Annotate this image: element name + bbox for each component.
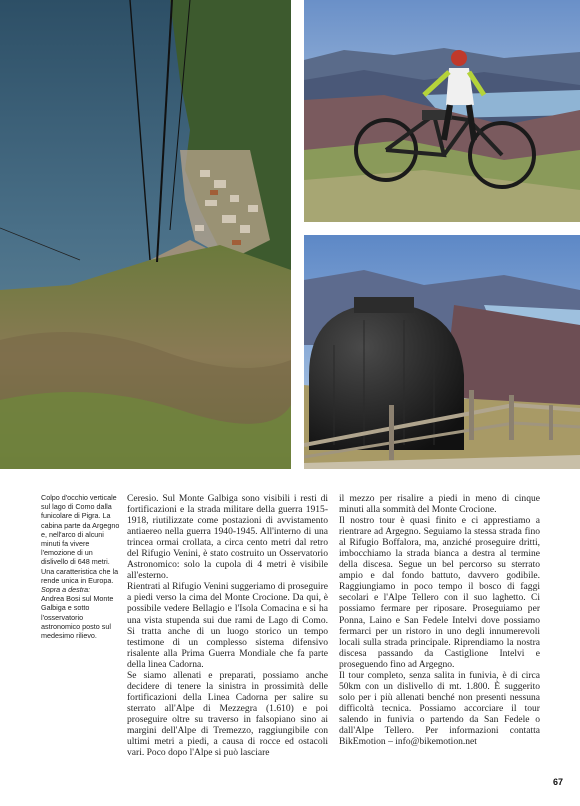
paragraph: il mezzo per risalire a piedi in meno di cinque minuti alla sommità del Monte Crocione.	[339, 493, 540, 516]
paragraph: Se siamo allenati e preparati, possiamo anche decidere di tenere la sinistra in prossimità delle fortificazioni della Linea Cadorna per salire su sterrato all'Alpe di Mezzegra (1.610) e poi proseguire oltre su traverso in falsopiano sino ai margini dell'Alpe di Tremezzo, raggiungibile con ultimi metri a piedi, a causa di rocce ed ostacoli vari. Poco dopo l'Alpe si può lasciare	[127, 669, 328, 759]
caption-main: Colpo d'occhio verticale sul lago di Como dalla funicolare di Pigra. La cabina parte da Argegno e, nell'arco di alcuni minuti fa vivere l'emozione di un dislivello di 648 metri. Una caratteristica che la rende unica in Europa.	[41, 493, 120, 585]
article-column-1	[127, 493, 328, 758]
caption-secondary: Andrea Bosi sul Monte Galbiga e sotto l'osservatorio astronomico posto sul medesimo rilievo.	[41, 594, 114, 641]
funicular-photo	[0, 0, 291, 469]
article-column-2	[339, 493, 540, 747]
observatory-photo	[304, 235, 580, 469]
photo-caption	[41, 493, 121, 640]
paragraph: Ceresio. Sul Monte Galbiga sono visibili i resti di fortificazioni e la strada militare della guerra 1915-1918, riutilizzate come postazioni di avvistamento antiaereo nella guerra 1940-1945. All'interno di una trincea ormai crollata, a circa cento metri dal retro del Rifugio Venini, è stato costruito un Osservatorio Astronomico: solo la cupola di 4 metri è visibile all'esterno.	[127, 493, 328, 582]
page-number: 67	[552, 777, 563, 787]
cyclist-photo	[304, 0, 580, 222]
paragraph: Il nostro tour è quasi finito e ci apprestiamo a rientrare ad Argegno. Seguiamo la stessa strada fino al Rifugio Boffalora, ma, anziché proseguire dritti, imbocchiamo la strada bianca a destra al termine della discesa. Segue un bel percorso su sterrato ampio e dal fondo battuto, davvero godibile. Raggiungiamo in poco tempo il bosco di faggi secolari e l'Alpe Tellero con il suo laghetto. Ci possiamo fermare per riposare. Proseguiamo per Ponna, Laino e San Fedele Intelvi dove possiamo fermarci per un ristoro in uno degli innumerevoli locali sulla strada principale. Riprendiamo la nostra discesa passando da Castiglione Intelvi e proseguendo fino ad Argegno.	[339, 515, 540, 670]
caption-label: Sopra a destra:	[41, 585, 91, 595]
paragraph: Rientrati al Rifugio Venini suggeriamo di proseguire a piedi verso la cima del Monte Crocione. Da qui, è possibile vedere Bellagio e l'Isola Comacina e si ha una vista stupenda sui due rami de Lago di Como. Si tratta anche di un luogo storico un tempo testimone di un complesso sistema difensivo risalente alla Prima Guerra Mondiale che fa parte della linea Cadorna.	[127, 581, 328, 670]
paragraph: Il tour completo, senza salita in funivia, è di circa 50km con un dislivello di mt. 1.800. È suggerito solo per i più allenati benché non presenti nessuna difficoltà tecnica. Possiamo accorciare il tour salendo in funivia o partendo da San Fedele o dall'Alpe Tellero. Per informazioni contatta BikEmotion – info@bikemotion.net	[339, 669, 540, 748]
